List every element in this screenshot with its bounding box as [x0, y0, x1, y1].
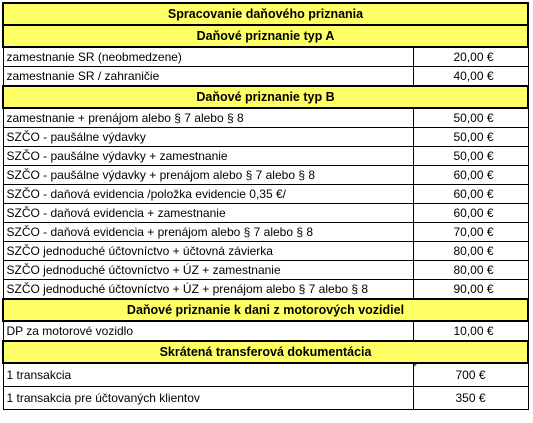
service-price: 40,00 €	[413, 67, 528, 87]
service-price: 80,00 €	[413, 261, 528, 280]
section-heading-row	[3, 341, 528, 363]
service-label: SZČO jednoduché účtovníctvo + ÚZ + prenájom alebo § 7 alebo § 8	[3, 280, 413, 300]
section-heading: Daňové priznanie typ A	[3, 25, 528, 47]
service-label: SZČO jednoduché účtovníctvo + ÚZ + zamestnanie	[3, 261, 413, 280]
table-row	[3, 280, 528, 300]
service-price: 60,00 €	[413, 166, 528, 185]
table-row	[3, 67, 528, 87]
service-label: SZČO - paušálne výdavky + prenájom alebo § 7 alebo § 8	[3, 166, 413, 185]
service-label: SZČO - daňová evidencia + prenájom alebo § 7 alebo § 8	[3, 223, 413, 242]
table-row	[3, 387, 528, 410]
table-row	[3, 128, 528, 147]
service-price: 60,00 €	[413, 204, 528, 223]
service-price: 700 €	[413, 363, 528, 387]
service-price: 60,00 €	[413, 185, 528, 204]
section-heading: Skrátená transferová dokumentácia	[3, 341, 528, 363]
service-label: SZČO - daňová evidencia + zamestnanie	[3, 204, 413, 223]
service-label: SZČO - paušálne výdavky + zamestnanie	[3, 147, 413, 166]
service-label: 1 transakcia pre účtovaných klientov	[3, 387, 413, 410]
section-heading: Daňové priznanie k dani z motorových vozidiel	[3, 299, 528, 321]
service-price: 20,00 €	[413, 47, 528, 67]
service-price: 80,00 €	[413, 242, 528, 261]
service-label: SZČO jednoduché účtovníctvo + účtovná závierka	[3, 242, 413, 261]
table-row	[3, 204, 528, 223]
section-heading-row	[3, 299, 528, 321]
table-row	[3, 321, 528, 341]
table-row	[3, 108, 528, 128]
table-row	[3, 147, 528, 166]
service-label: SZČO - daňová evidencia /položka evidencie 0,35 €/	[3, 185, 413, 204]
service-price: 50,00 €	[413, 108, 528, 128]
price-table	[2, 2, 529, 410]
section-heading-row	[3, 25, 528, 47]
service-label: SZČO - paušálne výdavky	[3, 128, 413, 147]
service-label: zamestnanie + prenájom alebo § 7 alebo § 8	[3, 108, 413, 128]
service-price: 10,00 €	[413, 321, 528, 341]
service-price: 50,00 €	[413, 128, 528, 147]
table-row	[3, 261, 528, 280]
service-price: 50,00 €	[413, 147, 528, 166]
service-label: zamestnanie SR / zahraničie	[3, 67, 413, 87]
section-heading: Daňové priznanie typ B	[3, 86, 528, 108]
table-row	[3, 242, 528, 261]
service-price: 90,00 €	[413, 280, 528, 300]
section-heading-row	[3, 86, 528, 108]
service-price: 350 €	[413, 387, 528, 410]
service-label: zamestnanie SR (neobmedzene)	[3, 47, 413, 67]
table-row	[3, 363, 528, 387]
service-label: DP za motorové vozidlo	[3, 321, 413, 341]
table-row	[3, 185, 528, 204]
table-title: Spracovanie daňového priznania	[3, 3, 528, 25]
table-row	[3, 47, 528, 67]
title-row	[3, 3, 528, 25]
table-row	[3, 223, 528, 242]
price-list-sheet	[2, 2, 527, 410]
service-label: 1 transakcia	[3, 363, 413, 387]
service-price: 70,00 €	[413, 223, 528, 242]
table-row	[3, 166, 528, 185]
